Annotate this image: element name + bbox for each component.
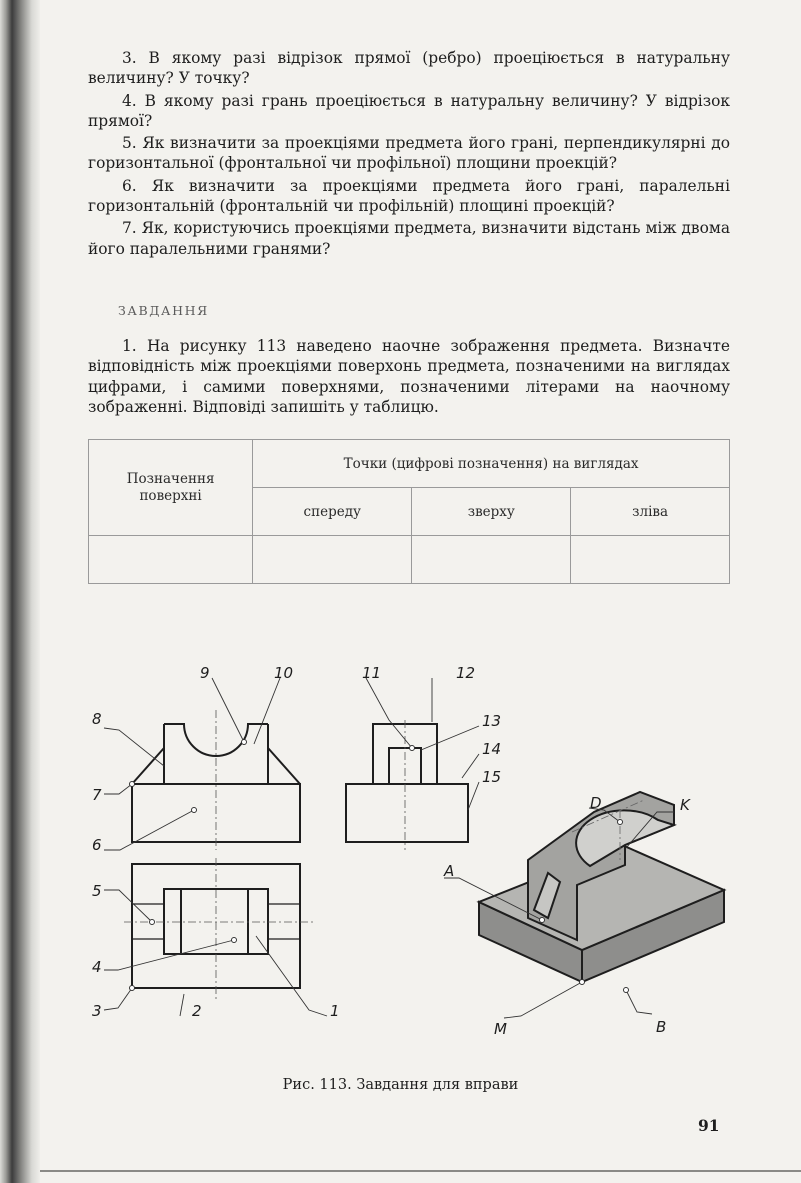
answer-cell[interactable] <box>253 536 412 584</box>
question-3: 3. В якому разі відрізок прямої (ребро) проеціюється в натуральну величину? У точку? <box>88 49 730 88</box>
answer-cell[interactable] <box>571 536 730 584</box>
label-B: B <box>656 1018 667 1036</box>
answer-cell[interactable] <box>89 536 253 584</box>
col-header-left: зліва <box>571 488 730 536</box>
label-8: 8 <box>92 710 102 728</box>
answer-table <box>88 439 730 584</box>
row-header-cell <box>89 440 253 536</box>
page-number: 91 <box>698 1116 720 1135</box>
label-5: 5 <box>92 882 102 900</box>
label-4: 4 <box>92 958 102 976</box>
label-M: M <box>494 1020 507 1038</box>
axis-lines <box>124 710 405 1000</box>
label-12: 12 <box>456 664 476 682</box>
label-14: 14 <box>482 740 502 758</box>
question-5: 5. Як визначити за проекціями предмета його грані, перпендикулярні до горизонтальної (фронтальної чи профільної) площини проекцій? <box>88 134 730 173</box>
page-content <box>88 48 730 584</box>
label-7: 7 <box>92 786 102 804</box>
question-7: 7. Як, користуючись проекціями предмета, визначити відстань між двома його паралельними гранями? <box>88 219 730 258</box>
technical-drawing <box>84 660 734 1060</box>
label-3: 3 <box>92 1002 102 1020</box>
figure-caption: Рис. 113. Завдання для вправи <box>282 1077 519 1093</box>
label-1: 1 <box>330 1002 340 1020</box>
figure-113 <box>84 660 734 1060</box>
task-text: 1. На рисунку 113 наведено наочне зображення предмета. Визначте відповідність між проекціями поверхонь предмета, позначеними на виглядах цифрами, і самими поверхнями, позначеними літерами на наочному зображенні. Відповіді запишіть у таблицю. <box>88 336 730 416</box>
label-13: 13 <box>482 712 502 730</box>
section-heading: ЗАВДАННЯ <box>118 302 209 318</box>
question-6: 6. Як визначити за проекціями предмета його грані, паралельні горизонтальній (фронтальній чи профільній) площині проекцій? <box>88 176 730 216</box>
label-15: 15 <box>482 768 502 786</box>
group-header-cell: Точки (цифрові позначення) на виглядах <box>253 440 730 488</box>
label-A: A <box>444 862 455 880</box>
isometric-view <box>479 792 724 982</box>
answer-cell[interactable] <box>412 536 571 584</box>
col-header-top: зверху <box>412 488 571 536</box>
page-bottom-edge <box>40 1170 801 1172</box>
label-2: 2 <box>192 1002 202 1020</box>
question-4: 4. В якому разі грань проеціюється в натуральну величину? У відрізок прямої? <box>88 91 730 130</box>
row-header: Позначення поверхні <box>126 470 215 504</box>
label-10: 10 <box>274 664 294 682</box>
label-K: K <box>680 796 690 814</box>
label-D: D <box>590 794 602 812</box>
label-9: 9 <box>200 664 210 682</box>
book-spine-shadow <box>0 0 40 1183</box>
col-header-front: спереду <box>253 488 412 536</box>
label-11: 11 <box>362 664 382 682</box>
label-6: 6 <box>92 836 102 854</box>
